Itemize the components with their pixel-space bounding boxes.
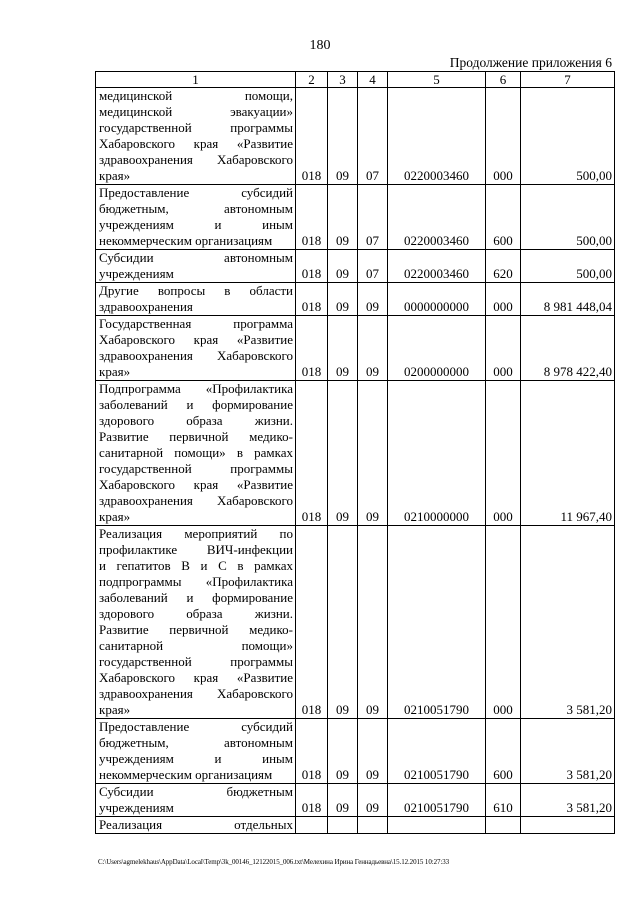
item-name-line: здравоохранения Хабаровского [99,686,293,701]
column-header: 6 [486,72,521,88]
column-header: 2 [296,72,328,88]
continuation-label: Продолжение приложения 6 [449,55,612,70]
item-name-cell [96,88,296,185]
item-name-line: профилактике ВИЧ-инфекции [99,542,293,557]
ministry-code-cell [296,817,328,834]
ministry-code-cell: 018 [296,88,328,185]
item-name-line: здравоохранения [99,299,193,314]
subsection-code-cell: 07 [358,250,388,283]
item-name-line: учреждениям [99,800,174,815]
target-code-cell: 0220003460 [388,185,486,250]
item-name-line: Субсидии бюджетным [99,784,293,799]
expense-type-cell: 610 [486,784,521,817]
item-name-cell [96,316,296,381]
ministry-code-cell: 018 [296,185,328,250]
subsection-code-cell: 09 [358,719,388,784]
item-name-line: Развитие первичной медико- [99,622,293,637]
table-row [96,185,615,250]
item-name-line: Реализация мероприятий по [99,526,293,541]
table-row [96,784,615,817]
ministry-code-cell: 018 [296,784,328,817]
item-name-line: здорового образа жизни. [99,413,293,428]
item-name-line: медицинской помощи, [99,88,293,103]
expense-type-cell: 000 [486,316,521,381]
table-row [96,88,615,185]
item-name-line: Хабаровского края «Развитие [99,670,293,685]
section-code-cell: 09 [328,185,358,250]
amount-cell: 500,00 [521,88,615,185]
item-name-line: учреждениям и иным [99,751,293,766]
item-name-line: и гепатитов В и С в рамках [99,558,293,573]
item-name-line: медицинской эвакуации» [99,104,293,119]
budget-table [95,71,615,834]
amount-cell [521,817,615,834]
item-name-cell [96,283,296,316]
target-code-cell: 0210051790 [388,784,486,817]
subsection-code-cell: 07 [358,185,388,250]
item-name-cell [96,185,296,250]
item-name-line: здравоохранения Хабаровского [99,348,293,363]
section-code-cell: 09 [328,719,358,784]
expense-type-cell: 000 [486,381,521,526]
expense-type-cell: 000 [486,88,521,185]
item-name-line: Хабаровского края «Развитие [99,136,293,151]
target-code-cell: 0000000000 [388,283,486,316]
section-code-cell [328,817,358,834]
column-header: 3 [328,72,358,88]
expense-type-cell: 600 [486,185,521,250]
target-code-cell: 0210000000 [388,381,486,526]
column-header: 5 [388,72,486,88]
footer-file-path: C:\Users\agmelekhaus\AppData\Local\Temp\3k_00146_12122015_006.txt\Мелехина Ирина Геннадьевна\15.12.2015 10:27:33 [98,858,450,866]
table-row [96,381,615,526]
table-row [96,316,615,381]
target-code-cell [388,817,486,834]
expense-type-cell: 000 [486,283,521,316]
subsection-code-cell: 09 [358,526,388,719]
item-name-cell [96,381,296,526]
item-name-line: края» [99,364,131,379]
item-name-line: края» [99,509,131,524]
item-name-line: Другие вопросы в области [99,283,293,298]
table-body [96,88,615,834]
item-name-line: Субсидии автономным [99,250,293,265]
ministry-code-cell: 018 [296,381,328,526]
item-name-line: Хабаровского края «Развитие [99,332,293,347]
section-code-cell: 09 [328,381,358,526]
item-name-line: государственной программы [99,654,293,669]
expense-type-cell [486,817,521,834]
item-name-line: здравоохранения Хабаровского [99,493,293,508]
target-code-cell: 0210051790 [388,526,486,719]
page-number: 180 [309,38,331,53]
item-name-line: бюджетным, автономным [99,201,293,216]
ministry-code-cell: 018 [296,283,328,316]
target-code-cell: 0220003460 [388,88,486,185]
target-code-cell: 0200000000 [388,316,486,381]
section-code-cell: 09 [328,88,358,185]
table-row [96,283,615,316]
ministry-code-cell: 018 [296,250,328,283]
table-row [96,250,615,283]
subsection-code-cell: 09 [358,283,388,316]
item-name-cell [96,817,296,834]
table-row [96,526,615,719]
item-name-line: края» [99,702,131,717]
item-name-line: санитарной помощи» [99,638,293,653]
amount-cell: 500,00 [521,250,615,283]
expense-type-cell: 000 [486,526,521,719]
section-code-cell: 09 [328,316,358,381]
item-name-line: учреждениям [99,266,174,281]
column-header: 1 [96,72,296,88]
item-name-line: Хабаровского края «Развитие [99,477,293,492]
ministry-code-cell: 018 [296,526,328,719]
subsection-code-cell: 07 [358,88,388,185]
item-name-line: Реализация отдельных [99,817,293,832]
amount-cell: 3 581,20 [521,719,615,784]
item-name-line: бюджетным, автономным [99,735,293,750]
column-header: 7 [521,72,615,88]
target-code-cell: 0210051790 [388,719,486,784]
table-header-row [96,72,615,88]
item-name-line: государственной программы [99,120,293,135]
item-name-line: подпрограммы «Профилактика [99,574,293,589]
item-name-cell [96,526,296,719]
item-name-cell [96,250,296,283]
subsection-code-cell: 09 [358,381,388,526]
item-name-cell [96,719,296,784]
table-row [96,719,615,784]
amount-cell: 3 581,20 [521,526,615,719]
item-name-line: учреждениям и иным [99,217,293,232]
subsection-code-cell: 09 [358,316,388,381]
item-name-line: Предоставление субсидий [99,185,293,200]
item-name-line: края» [99,168,131,183]
amount-cell: 3 581,20 [521,784,615,817]
table-row [96,817,615,834]
section-code-cell: 09 [328,283,358,316]
column-header: 4 [358,72,388,88]
item-name-line: здорового образа жизни. [99,606,293,621]
item-name-line: заболеваний и формирование [99,397,293,412]
amount-cell: 11 967,40 [521,381,615,526]
expense-type-cell: 600 [486,719,521,784]
subsection-code-cell: 09 [358,784,388,817]
target-code-cell: 0220003460 [388,250,486,283]
ministry-code-cell: 018 [296,316,328,381]
section-code-cell: 09 [328,250,358,283]
item-name-line: Подпрограмма «Профилактика [99,381,293,396]
amount-cell: 8 981 448,04 [521,283,615,316]
subsection-code-cell [358,817,388,834]
item-name-line: государственной программы [99,461,293,476]
section-code-cell: 09 [328,784,358,817]
item-name-line: здравоохранения Хабаровского [99,152,293,167]
ministry-code-cell: 018 [296,719,328,784]
amount-cell: 500,00 [521,185,615,250]
item-name-line: Государственная программа [99,316,293,331]
section-code-cell: 09 [328,526,358,719]
amount-cell: 8 978 422,40 [521,316,615,381]
item-name-cell [96,784,296,817]
item-name-line: Предоставление субсидий [99,719,293,734]
item-name-line: некоммерческим организациям [99,233,273,248]
item-name-line: Развитие первичной медико- [99,429,293,444]
item-name-line: заболеваний и формирование [99,590,293,605]
item-name-line: санитарной помощи» в рамках [99,445,293,460]
item-name-line: некоммерческим организациям [99,767,273,782]
expense-type-cell: 620 [486,250,521,283]
